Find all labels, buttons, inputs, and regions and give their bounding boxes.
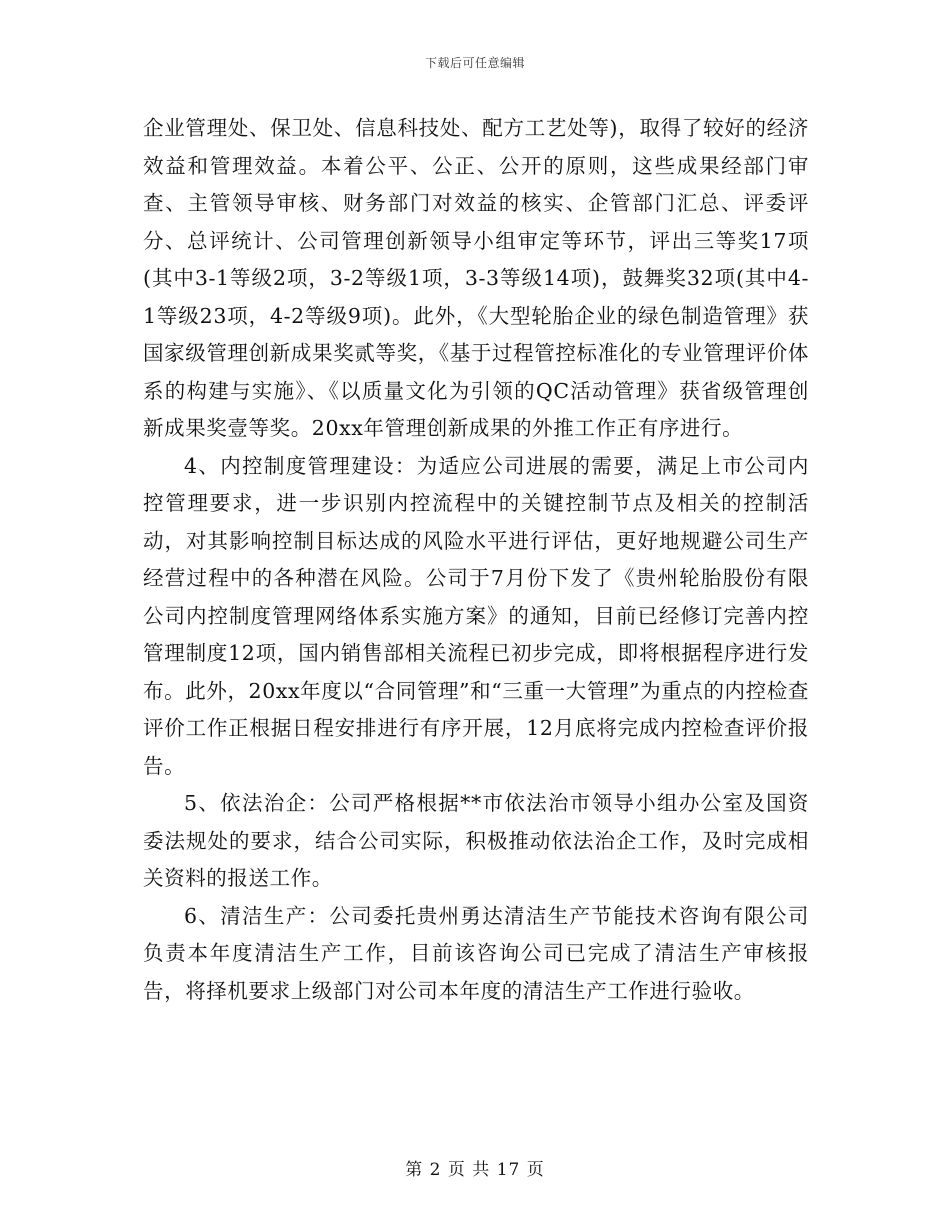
header-note: 下载后可任意编辑 [424,56,525,70]
paragraph-internal-control: 4、内控制度管理建设：为适应公司进展的需要，满足上市公司内控管理要求，进一步识别内控流程中的关键控制节点及相关的控制活动，对其影响控制目标达成的风险水平进行评估，更好地规避公司生产经营过程中的各种潜在风险。公司于7月份下发了《贵州轮胎股份有限公司内控制度管理网络体系实施方案》的通知，目前已经修订完善内控管理制度12项，国内销售部相关流程已初步完成，即将根据程序进行发布。此外，20xx年度以“合同管理”和“三重一大管理”为重点的内控检查评价工作正根据日程安排进行有序开展，12月底将完成内控检查评价报告。 [143,453,809,778]
paragraph-clean-production: 6、清洁生产：公司委托贵州勇达清洁生产节能技术咨询有限公司负责本年度清洁生产工作，目前该咨询公司已完成了清洁生产审核报告，将择机要求上级部门对公司本年度的清洁生产工作进行验收。 [143,903,809,1003]
paragraph-management-innovation: 企业管理处、保卫处、信息科技处、配方工艺处等)，取得了较好的经济效益和管理效益。本着公平、公正、公开的原则，这些成果经部门审查、主管领导审核、财务部门对效益的核实、企管部门汇总、评委评分、总评统计、公司管理创新领导小组审定等环节，评出三等奖17项(其中3-1等级2项，3-2等级1项，3-3等级14项)，鼓舞奖32项(其中4-1等级23项，4-2等级9项)。此外，《大型轮胎企业的绿色制造管理》获国家级管理创新成果奖贰等奖，《基于过程管控标准化的专业管理评价体系的构建与实施》、《以质量文化为引领的QC活动管理》获省级管理创新成果奖壹等奖。20xx年管理创新成果的外推工作正有序进行。 [143,116,809,440]
paragraph-rule-of-law: 5、依法治企：公司严格根据**市依法治市领导小组办公室及国资委法规处的要求，结合公司实际，积极推动依法治企工作，及时完成相关资料的报送工作。 [143,791,809,890]
document-body [143,110,809,1010]
page-number: 第 2 页 共 17 页 [405,1160,545,1180]
